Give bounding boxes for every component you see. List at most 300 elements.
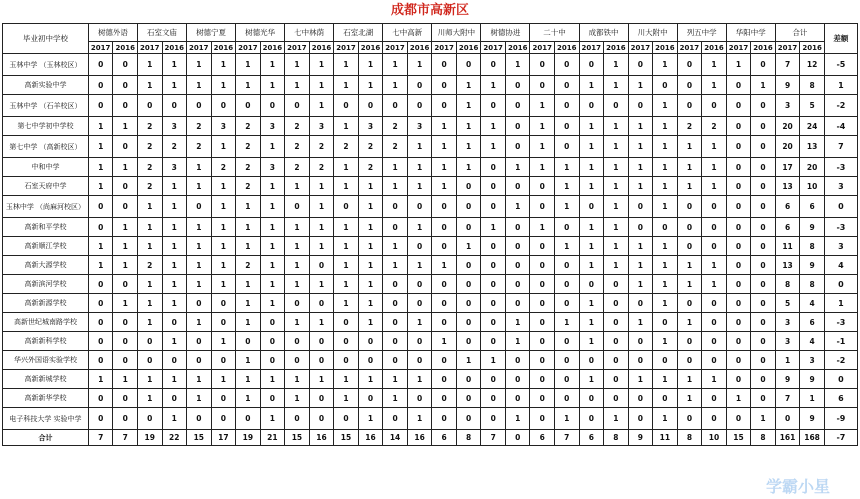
cell-value: 1	[677, 275, 702, 294]
cell-value: 0	[604, 95, 629, 117]
cell-value: 0	[407, 237, 432, 256]
cell-value: 0	[751, 196, 776, 218]
cell-value: 2	[187, 136, 212, 158]
cell-value: 0	[383, 408, 408, 430]
cell-value: 0	[383, 351, 408, 370]
cell-value: 1	[604, 117, 629, 136]
cell-value: 0	[726, 237, 751, 256]
cell-value: 1	[211, 136, 236, 158]
school-name: 电子科技大学 实验中学	[3, 408, 89, 430]
cell-value: 1	[604, 177, 629, 196]
column-header-high-school: 七中高新	[383, 24, 432, 42]
cell-value: 1	[260, 370, 285, 389]
cell-value: 1	[604, 218, 629, 237]
cell-value: 1	[702, 76, 727, 95]
cell-value: 2	[285, 158, 310, 177]
cell-value: 0	[726, 351, 751, 370]
cell-value: 0	[88, 408, 113, 430]
cell-value: 1	[628, 275, 653, 294]
total-2017: 8	[775, 275, 800, 294]
cell-value: 0	[677, 237, 702, 256]
cell-value: 0	[555, 95, 580, 117]
cell-value: 0	[726, 313, 751, 332]
cell-value: 1	[162, 196, 187, 218]
cell-value: 1	[628, 237, 653, 256]
cell-value: 0	[432, 237, 457, 256]
cell-value: 0	[187, 408, 212, 430]
page-title: 成都市高新区	[390, 3, 469, 18]
year-header-2017: 2017	[481, 42, 506, 54]
cell-value: 0	[555, 370, 580, 389]
cell-value: 1	[432, 332, 457, 351]
cell-value: 1	[505, 313, 530, 332]
total-2017: 3	[775, 313, 800, 332]
cell-value: 0	[432, 351, 457, 370]
cell-value: 2	[137, 136, 162, 158]
cell-value: 1	[211, 332, 236, 351]
cell-value: 21	[260, 430, 285, 446]
cell-value: 1	[456, 136, 481, 158]
cell-value: 0	[236, 408, 261, 430]
cell-value: 1	[309, 54, 334, 76]
cell-value: 0	[456, 313, 481, 332]
table-row	[3, 408, 858, 430]
cell-value: 0	[530, 54, 555, 76]
cell-value: 0	[530, 408, 555, 430]
total-2017: 1	[775, 351, 800, 370]
total-2016: 24	[800, 117, 825, 136]
cell-value: 0	[628, 196, 653, 218]
total-2016: 13	[800, 136, 825, 158]
column-header-high-school: 川大附中	[628, 24, 677, 42]
cell-value: 0	[88, 54, 113, 76]
cell-value: 1	[187, 177, 212, 196]
year-header-2016: 2016	[751, 42, 776, 54]
cell-value: 1	[309, 196, 334, 218]
cell-value: 1	[383, 158, 408, 177]
cell-value: 0	[358, 95, 383, 117]
cell-value: 0	[555, 275, 580, 294]
cell-value: 0	[285, 408, 310, 430]
table-row	[3, 294, 858, 313]
cell-value: 0	[726, 177, 751, 196]
cell-value: 0	[137, 351, 162, 370]
cell-value: 0	[555, 76, 580, 95]
table-row	[3, 370, 858, 389]
total-2016: 20	[800, 158, 825, 177]
cell-value: 0	[505, 117, 530, 136]
cell-value: 1	[285, 54, 310, 76]
cell-value: 0	[432, 218, 457, 237]
cell-value: 0	[383, 313, 408, 332]
cell-value: 0	[456, 196, 481, 218]
column-header-high-school: 列五中学	[677, 24, 726, 42]
cell-value: 0	[653, 313, 678, 332]
cell-value: 1	[604, 256, 629, 275]
cell-value: 0	[530, 177, 555, 196]
cell-value: 1	[530, 218, 555, 237]
cell-value: 1	[358, 218, 383, 237]
year-header-2017: 2017	[530, 42, 555, 54]
cell-value: 0	[604, 294, 629, 313]
diff-value: -5	[824, 54, 857, 76]
cell-value: 0	[481, 389, 506, 408]
cell-value: 3	[358, 117, 383, 136]
cell-value: 22	[162, 430, 187, 446]
cell-value: 1	[211, 76, 236, 95]
cell-value: 1	[383, 177, 408, 196]
cell-value: 3	[211, 117, 236, 136]
cell-value: 1	[702, 177, 727, 196]
cell-value: 0	[751, 294, 776, 313]
column-header-high-school: 石室文庙	[137, 24, 186, 42]
cell-value: 1	[211, 54, 236, 76]
cell-value: 1	[211, 256, 236, 275]
cell-value: 0	[677, 332, 702, 351]
cell-value: 1	[211, 177, 236, 196]
cell-value: 1	[187, 218, 212, 237]
cell-value: 2	[358, 158, 383, 177]
cell-value: 3	[162, 158, 187, 177]
cell-value: 2	[137, 177, 162, 196]
cell-value: 1	[702, 136, 727, 158]
cell-value: 0	[751, 158, 776, 177]
cell-value: 0	[702, 389, 727, 408]
cell-value: 1	[505, 408, 530, 430]
cell-value: 2	[162, 136, 187, 158]
total-2016: 12	[800, 54, 825, 76]
cell-value: 0	[604, 370, 629, 389]
cell-value: 0	[702, 351, 727, 370]
cell-value: 2	[677, 117, 702, 136]
cell-value: 0	[579, 95, 604, 117]
cell-value: 1	[628, 256, 653, 275]
cell-value: 1	[383, 76, 408, 95]
cell-value: 1	[260, 136, 285, 158]
diff-value: 0	[824, 275, 857, 294]
cell-value: 0	[309, 389, 334, 408]
cell-value: 0	[481, 313, 506, 332]
total-2017: 5	[775, 294, 800, 313]
cell-value: 1	[555, 237, 580, 256]
cell-value: 2	[137, 117, 162, 136]
cell-value: 0	[432, 196, 457, 218]
column-header-high-school: 树德外语	[88, 24, 137, 42]
cell-value: 0	[383, 196, 408, 218]
total-2017: 0	[775, 408, 800, 430]
diff-value: 1	[824, 76, 857, 95]
cell-value: 1	[162, 370, 187, 389]
year-header-2017: 2017	[236, 42, 261, 54]
cell-value: 0	[726, 218, 751, 237]
cell-value: 1	[187, 256, 212, 275]
cell-value: 0	[726, 117, 751, 136]
cell-value: 1	[137, 370, 162, 389]
cell-value: 1	[334, 389, 359, 408]
cell-value: 1	[358, 256, 383, 275]
cell-value: 1	[555, 408, 580, 430]
cell-value: 3	[309, 117, 334, 136]
total-2017: 11	[775, 237, 800, 256]
cell-value: 2	[702, 117, 727, 136]
cell-value: 1	[432, 177, 457, 196]
cell-value: 1	[113, 256, 138, 275]
school-name: 玉林中学 （尚麻河校区）	[3, 196, 89, 218]
cell-value: 0	[505, 256, 530, 275]
cell-value: 0	[751, 275, 776, 294]
cell-value: 0	[653, 389, 678, 408]
cell-value: 1	[211, 370, 236, 389]
diff-value: 0	[824, 370, 857, 389]
year-header-2016: 2016	[456, 42, 481, 54]
cell-value: 0	[481, 196, 506, 218]
year-header-2017: 2017	[579, 42, 604, 54]
total-2017: 20	[775, 136, 800, 158]
cell-value: 1	[555, 313, 580, 332]
column-header-high-school: 川师大附中	[432, 24, 481, 42]
cell-value: 1	[334, 158, 359, 177]
total-2016: 6	[800, 196, 825, 218]
cell-value: 0	[88, 196, 113, 218]
cell-value: 1	[260, 177, 285, 196]
cell-value: 1	[407, 370, 432, 389]
cell-value: 0	[555, 54, 580, 76]
cell-value: 1	[236, 237, 261, 256]
school-name: 高新世纪城南路学校	[3, 313, 89, 332]
year-header-2017: 2017	[677, 42, 702, 54]
school-name: 高新新科学校	[3, 332, 89, 351]
cell-value: 2	[334, 136, 359, 158]
cell-value: 1	[653, 256, 678, 275]
cell-value: 0	[481, 54, 506, 76]
cell-value: 0	[432, 408, 457, 430]
cell-value: 7	[555, 430, 580, 446]
cell-value: 0	[751, 218, 776, 237]
cell-value: 1	[579, 332, 604, 351]
cell-value: 1	[285, 256, 310, 275]
cell-value: 1	[187, 370, 212, 389]
cell-value: 0	[88, 332, 113, 351]
year-header-2016: 2016	[260, 42, 285, 54]
cell-value: 0	[162, 351, 187, 370]
cell-value: 1	[702, 275, 727, 294]
table-row	[3, 177, 858, 196]
cell-value: 0	[751, 117, 776, 136]
cell-value: 1	[407, 54, 432, 76]
cell-value: 0	[260, 313, 285, 332]
cell-value: 1	[187, 389, 212, 408]
cell-value: 1	[726, 389, 751, 408]
table-row	[3, 275, 858, 294]
cell-value: 3	[260, 158, 285, 177]
year-header-2017: 2017	[187, 42, 212, 54]
cell-value: 1	[481, 136, 506, 158]
cell-value: 1	[236, 275, 261, 294]
total-2016: 5	[800, 95, 825, 117]
cell-value: 0	[628, 408, 653, 430]
cell-value: 0	[726, 76, 751, 95]
table-row	[3, 158, 858, 177]
cell-value: 7	[481, 430, 506, 446]
cell-value: 0	[211, 313, 236, 332]
cell-value: 15	[726, 430, 751, 446]
column-header-high-school: 七中林荫	[285, 24, 334, 42]
cell-value: 1	[309, 76, 334, 95]
cell-value: 1	[309, 95, 334, 117]
cell-value: 0	[113, 351, 138, 370]
cell-value: 19	[137, 430, 162, 446]
cell-value: 1	[407, 408, 432, 430]
cell-value: 0	[505, 370, 530, 389]
total-2016: 8	[800, 237, 825, 256]
cell-value: 0	[432, 294, 457, 313]
cell-value: 2	[285, 117, 310, 136]
cell-value: 0	[751, 370, 776, 389]
cell-value: 0	[579, 408, 604, 430]
cell-value: 0	[481, 275, 506, 294]
cell-value: 1	[211, 237, 236, 256]
year-header-2017: 2017	[88, 42, 113, 54]
cell-value: 1	[137, 389, 162, 408]
cell-value: 0	[726, 370, 751, 389]
total-2017: 6	[775, 218, 800, 237]
year-header-2016: 2016	[505, 42, 530, 54]
cell-value: 0	[456, 54, 481, 76]
cell-value: 1	[530, 158, 555, 177]
column-header-total: 合计	[775, 24, 824, 42]
school-name: 高新顺江学校	[3, 237, 89, 256]
cell-value: 0	[211, 408, 236, 430]
cell-value: 2	[236, 136, 261, 158]
cell-value: 0	[334, 95, 359, 117]
cell-value: 0	[113, 54, 138, 76]
cell-value: 1	[407, 136, 432, 158]
diff-value: -2	[824, 351, 857, 370]
cell-value: 0	[113, 136, 138, 158]
cell-value: 1	[432, 256, 457, 275]
diff-value: 1	[824, 294, 857, 313]
cell-value: 1	[456, 76, 481, 95]
cell-value: 0	[604, 351, 629, 370]
total-2017: 9	[775, 76, 800, 95]
cell-value: 19	[236, 430, 261, 446]
cell-value: 1	[653, 294, 678, 313]
cell-value: 1	[677, 256, 702, 275]
cell-value: 0	[653, 218, 678, 237]
cell-value: 0	[726, 332, 751, 351]
cell-value: 1	[604, 196, 629, 218]
cell-value: 0	[456, 332, 481, 351]
cell-value: 1	[260, 54, 285, 76]
total-2016: 4	[800, 332, 825, 351]
cell-value: 1	[113, 370, 138, 389]
cell-value: 1	[481, 351, 506, 370]
cell-value: 0	[236, 332, 261, 351]
cell-value: 0	[726, 294, 751, 313]
cell-value: 1	[432, 117, 457, 136]
cell-value: 0	[505, 294, 530, 313]
cell-value: 1	[211, 275, 236, 294]
cell-value: 0	[407, 76, 432, 95]
cell-value: 1	[88, 256, 113, 275]
cell-value: 1	[653, 275, 678, 294]
cell-value: 0	[187, 196, 212, 218]
year-header-2016: 2016	[407, 42, 432, 54]
cell-value: 1	[579, 136, 604, 158]
cell-value: 0	[726, 256, 751, 275]
total-2016: 8	[800, 76, 825, 95]
cell-value: 0	[285, 95, 310, 117]
cell-value: 1	[628, 177, 653, 196]
cell-value: 0	[555, 218, 580, 237]
total-2017: 3	[775, 332, 800, 351]
cell-value: 0	[481, 177, 506, 196]
cell-value: 0	[604, 332, 629, 351]
total-2016: 9	[800, 256, 825, 275]
cell-value: 1	[236, 76, 261, 95]
cell-value: 1	[236, 294, 261, 313]
school-name: 第七中学初中学校	[3, 117, 89, 136]
cell-value: 16	[309, 430, 334, 446]
year-header-2017: 2017	[432, 42, 457, 54]
cell-value: 0	[530, 294, 555, 313]
cell-value: 0	[456, 389, 481, 408]
cell-value: 0	[113, 313, 138, 332]
cell-value: 10	[702, 430, 727, 446]
cell-value: 1	[407, 218, 432, 237]
table-row	[3, 256, 858, 275]
diff-value: -3	[824, 158, 857, 177]
cell-value: 0	[530, 256, 555, 275]
cell-value: 1	[456, 117, 481, 136]
school-name: 华兴外国语实验学校	[3, 351, 89, 370]
table-row	[3, 313, 858, 332]
cell-value: 0	[702, 294, 727, 313]
diff-value: -3	[824, 313, 857, 332]
cell-value: 1	[285, 313, 310, 332]
cell-value: 0	[260, 351, 285, 370]
cell-value: 0	[505, 136, 530, 158]
cell-value: 0	[407, 351, 432, 370]
cell-value: 2	[187, 117, 212, 136]
cell-value: 0	[309, 351, 334, 370]
cell-value: 1	[285, 177, 310, 196]
year-header-2016: 2016	[653, 42, 678, 54]
cell-value: 1	[236, 313, 261, 332]
cell-value: 0	[726, 95, 751, 117]
cell-value: 0	[555, 294, 580, 313]
cell-value: 1	[309, 177, 334, 196]
year-header-2016: 2016	[358, 42, 383, 54]
cell-value: 1	[137, 76, 162, 95]
cell-value: 0	[530, 196, 555, 218]
cell-value: 1	[653, 95, 678, 117]
cell-value: 0	[285, 196, 310, 218]
cell-value: 0	[751, 313, 776, 332]
cell-value: 0	[751, 237, 776, 256]
cell-value: 6	[432, 430, 457, 446]
cell-value: 1	[677, 313, 702, 332]
total-2017: 13	[775, 256, 800, 275]
cell-value: 0	[579, 54, 604, 76]
cell-value: 1	[285, 275, 310, 294]
cell-value: 0	[702, 218, 727, 237]
cell-value: 0	[162, 313, 187, 332]
cell-value: 0	[653, 351, 678, 370]
cell-value: 1	[162, 54, 187, 76]
cell-value: 0	[702, 313, 727, 332]
cell-value: 1	[358, 237, 383, 256]
